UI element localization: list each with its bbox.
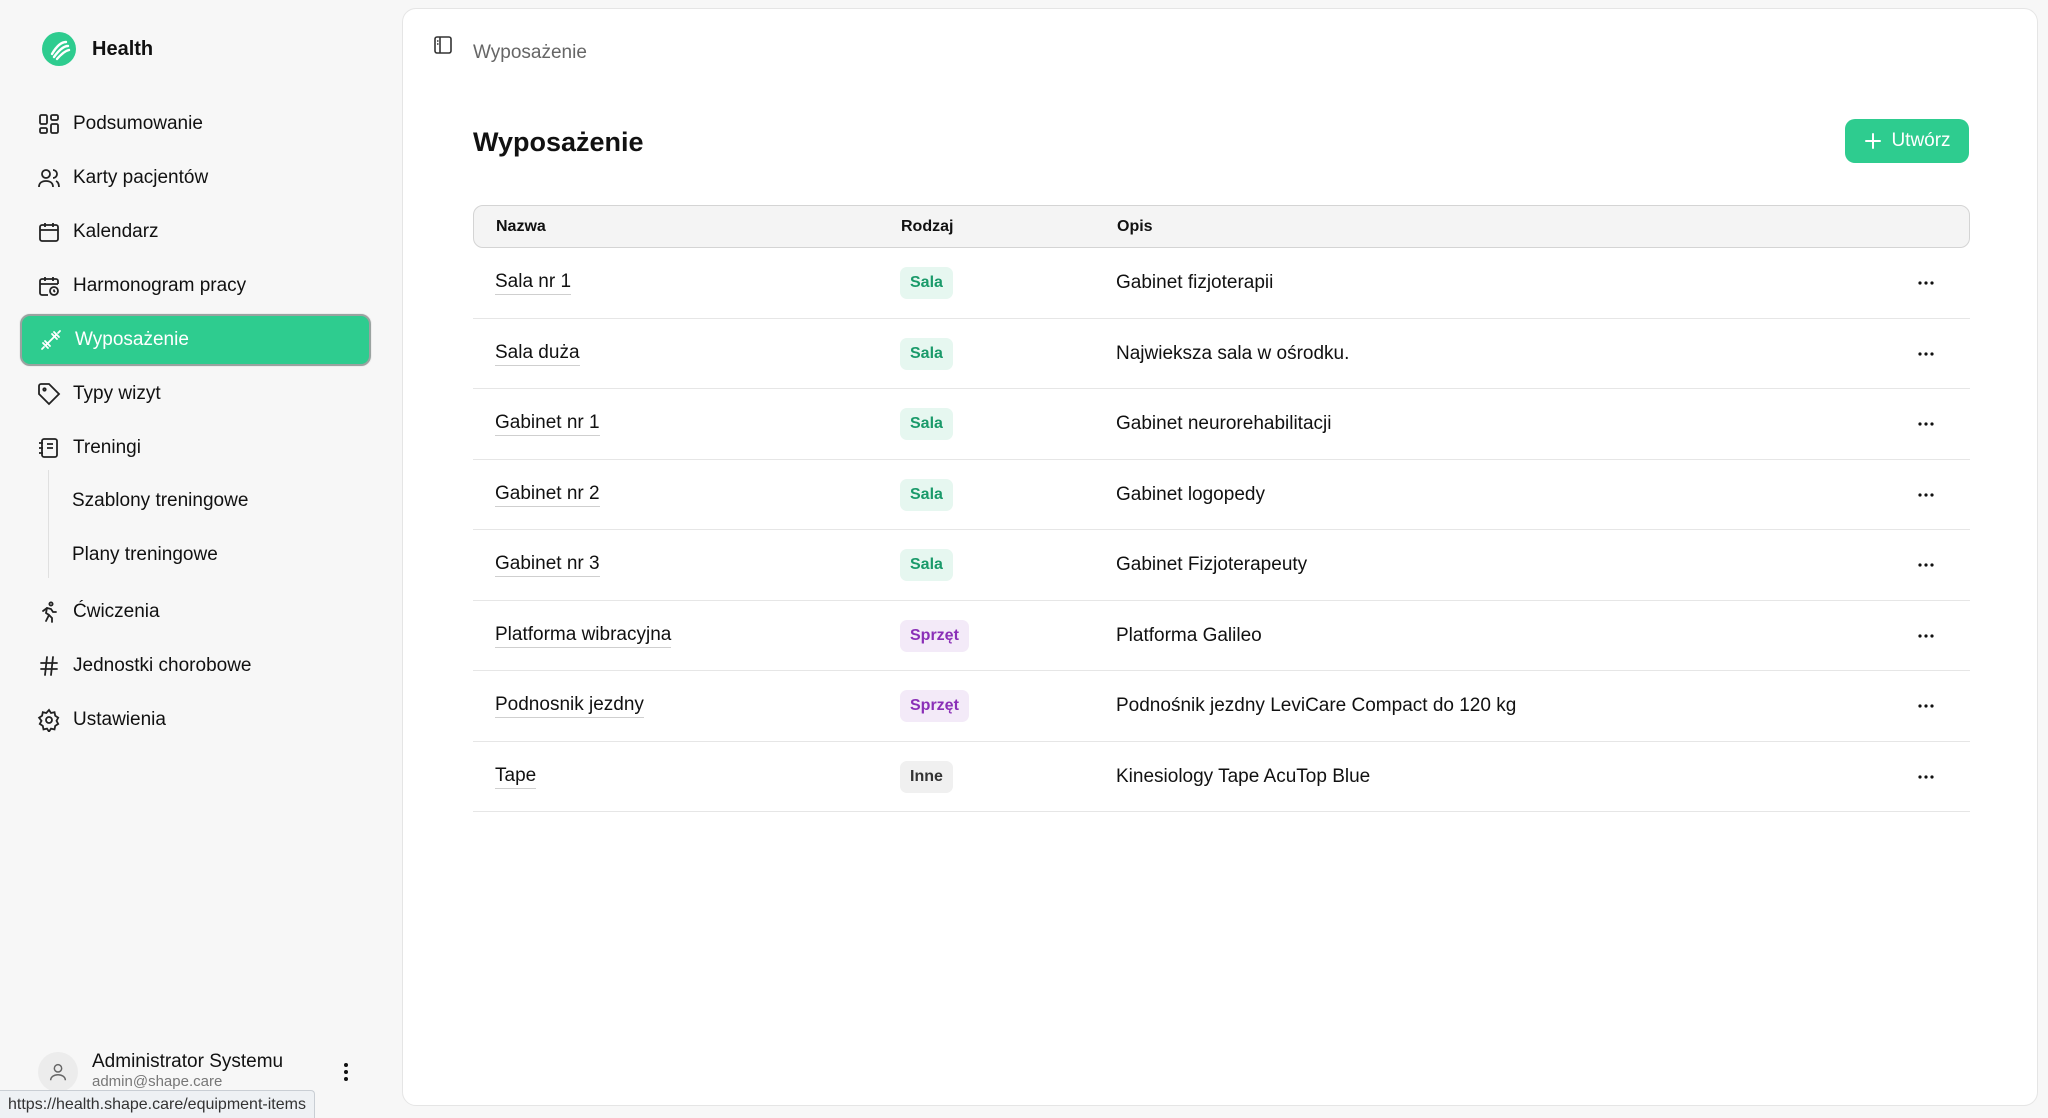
sub-item-plany-treningowe[interactable] <box>56 533 218 577</box>
equipment-name-link[interactable]: Gabinet nr 2 <box>495 483 600 507</box>
table-row[interactable] <box>473 389 1970 460</box>
cell-description <box>1116 389 1331 459</box>
cell-name <box>495 601 671 671</box>
column-header-opis[interactable]: Opis <box>1117 217 1153 235</box>
nav-label: Wyposażenie <box>75 329 189 350</box>
cell-type <box>900 530 953 600</box>
users-icon <box>37 166 61 190</box>
nav-item-harmonogram-pracy[interactable] <box>20 260 371 312</box>
more-actions-icon[interactable] <box>1910 267 1942 299</box>
cell-name <box>495 389 600 459</box>
nav-item-ustawienia[interactable] <box>20 694 371 746</box>
type-badge: Inne <box>900 761 953 793</box>
avatar <box>38 1052 78 1092</box>
dumbbell-icon <box>39 328 63 352</box>
submenu-guide-line <box>48 470 49 578</box>
cell-name <box>495 248 571 318</box>
more-actions-icon[interactable] <box>1910 479 1942 511</box>
sidebar <box>0 0 400 1118</box>
equipment-description: Gabinet Fizjoterapeuty <box>1116 554 1308 575</box>
equipment-name-link[interactable]: Tape <box>495 765 536 789</box>
type-badge: Sala <box>900 408 953 440</box>
type-badge: Sala <box>900 549 953 581</box>
user-email: admin@shape.care <box>92 1073 223 1090</box>
cell-name <box>495 319 580 389</box>
more-actions-icon[interactable] <box>1910 549 1942 581</box>
more-actions-icon[interactable] <box>1910 620 1942 652</box>
nav-label: Podsumowanie <box>73 113 203 134</box>
cell-name <box>495 530 600 600</box>
cell-name <box>495 671 644 741</box>
cell-actions <box>1910 460 1942 530</box>
equipment-description: Platforma Galileo <box>1116 624 1262 646</box>
cell-description <box>1116 530 1307 600</box>
table-row[interactable] <box>473 671 1970 742</box>
create-button[interactable] <box>1845 119 1969 163</box>
table-row[interactable] <box>473 319 1970 390</box>
user-name: Administrator Systemu <box>92 1051 284 1072</box>
main-panel <box>402 8 2038 1106</box>
cell-type <box>900 460 953 530</box>
nav-label: Harmonogram pracy <box>73 275 247 296</box>
plus-icon <box>1863 131 1883 151</box>
column-header-rodzaj[interactable]: Rodzaj <box>901 217 954 235</box>
nav-label: Treningi <box>73 437 141 458</box>
nav-item-kalendarz[interactable] <box>20 206 371 258</box>
nav-item-cwiczenia[interactable] <box>20 586 371 638</box>
cell-name <box>495 742 536 812</box>
equipment-description: Gabinet fizjoterapii <box>1116 272 1274 293</box>
nav-item-typy-wizyt[interactable] <box>20 368 371 420</box>
equipment-description: Kinesiology Tape AcuTop Blue <box>1116 765 1371 787</box>
nav-item-jednostki-chorobowe[interactable] <box>20 640 371 692</box>
nav-label: Jednostki chorobowe <box>73 655 252 676</box>
health-logo-icon <box>42 32 76 66</box>
sub-item-label: Szablony treningowe <box>72 490 249 511</box>
table-body <box>473 248 1970 812</box>
cell-description <box>1116 460 1265 530</box>
cell-description <box>1116 742 1370 812</box>
equipment-description: Podnośnik jezdny LeviCare Compact do 120 kg <box>1116 695 1517 716</box>
gear-icon <box>37 708 61 732</box>
cell-description <box>1116 248 1273 318</box>
cell-actions <box>1910 601 1942 671</box>
create-button-label: Utwórz <box>1891 130 1951 151</box>
link-preview-statusbar: https://health.shape.care/equipment-items <box>0 1090 315 1118</box>
brand[interactable] <box>42 32 153 66</box>
nav-item-wyposazenie[interactable] <box>20 314 371 366</box>
cell-description <box>1116 601 1262 671</box>
cell-type <box>900 742 953 812</box>
equipment-name-link[interactable]: Podnosnik jezdny <box>495 694 644 718</box>
more-actions-icon[interactable] <box>1910 761 1942 793</box>
table-row[interactable] <box>473 742 1970 813</box>
type-badge: Sala <box>900 267 953 299</box>
equipment-table <box>473 205 1970 812</box>
sidebar-toggle-icon[interactable] <box>431 33 455 57</box>
type-badge: Sprzęt <box>900 690 969 722</box>
equipment-name-link[interactable]: Gabinet nr 1 <box>495 412 600 436</box>
table-row[interactable] <box>473 601 1970 672</box>
type-badge: Sala <box>900 479 953 511</box>
cell-actions <box>1910 248 1942 318</box>
breadcrumb[interactable]: Wyposażenie <box>473 42 587 63</box>
equipment-name-link[interactable]: Sala duża <box>495 342 580 366</box>
more-actions-icon[interactable] <box>1910 338 1942 370</box>
equipment-name-link[interactable]: Platforma wibracyjna <box>495 624 671 648</box>
nav-label: Karty pacjentów <box>73 167 209 188</box>
cell-description <box>1116 319 1349 389</box>
app-name: Health <box>92 37 154 60</box>
nav-item-podsumowanie[interactable] <box>20 98 371 150</box>
nav-item-treningi[interactable] <box>20 422 371 474</box>
nav-label: Ćwiczenia <box>73 601 160 622</box>
dashboard-icon <box>37 112 61 136</box>
type-badge: Sprzęt <box>900 620 969 652</box>
user-text <box>92 1052 283 1092</box>
cell-actions <box>1910 742 1942 812</box>
cell-type <box>900 389 953 459</box>
vertical-ellipsis-icon[interactable] <box>334 1060 358 1084</box>
nav-label: Typy wizyt <box>73 383 161 404</box>
equipment-description: Gabinet logopedy <box>1116 483 1265 505</box>
calendar-clock-icon <box>37 274 61 298</box>
nav-label: Ustawienia <box>73 709 166 730</box>
running-icon <box>37 600 61 624</box>
nav-label: Kalendarz <box>73 221 159 242</box>
sub-item-label: Plany treningowe <box>72 544 218 565</box>
cell-name <box>495 460 600 530</box>
type-badge: Sala <box>900 338 953 370</box>
cell-actions <box>1910 671 1942 741</box>
column-header-nazwa[interactable]: Nazwa <box>496 217 546 235</box>
more-actions-icon[interactable] <box>1910 690 1942 722</box>
user-profile[interactable] <box>38 1050 358 1094</box>
more-actions-icon[interactable] <box>1910 408 1942 440</box>
equipment-description: Najwieksza sala w ośrodku. <box>1116 342 1350 364</box>
table-row[interactable] <box>473 248 1970 319</box>
table-row[interactable] <box>473 530 1970 601</box>
cell-type <box>900 248 953 318</box>
notebook-icon <box>37 436 61 460</box>
user-icon <box>47 1061 69 1083</box>
equipment-description: Gabinet neurorehabilitacji <box>1116 413 1332 434</box>
hash-icon <box>37 654 61 678</box>
cell-actions <box>1910 319 1942 389</box>
sub-item-szablony-treningowe[interactable] <box>56 479 248 523</box>
tag-icon <box>37 382 61 406</box>
cell-description <box>1116 671 1516 741</box>
page-title: Wyposażenie <box>473 127 644 157</box>
cell-type <box>900 671 969 741</box>
cell-actions <box>1910 389 1942 459</box>
equipment-name-link[interactable]: Gabinet nr 3 <box>495 553 600 577</box>
calendar-icon <box>37 220 61 244</box>
table-row[interactable] <box>473 460 1970 531</box>
nav-item-karty-pacjentow[interactable] <box>20 152 371 204</box>
equipment-name-link[interactable]: Sala nr 1 <box>495 271 571 295</box>
cell-type <box>900 601 969 671</box>
cell-type <box>900 319 953 389</box>
table-header <box>473 205 1970 248</box>
cell-actions <box>1910 530 1942 600</box>
